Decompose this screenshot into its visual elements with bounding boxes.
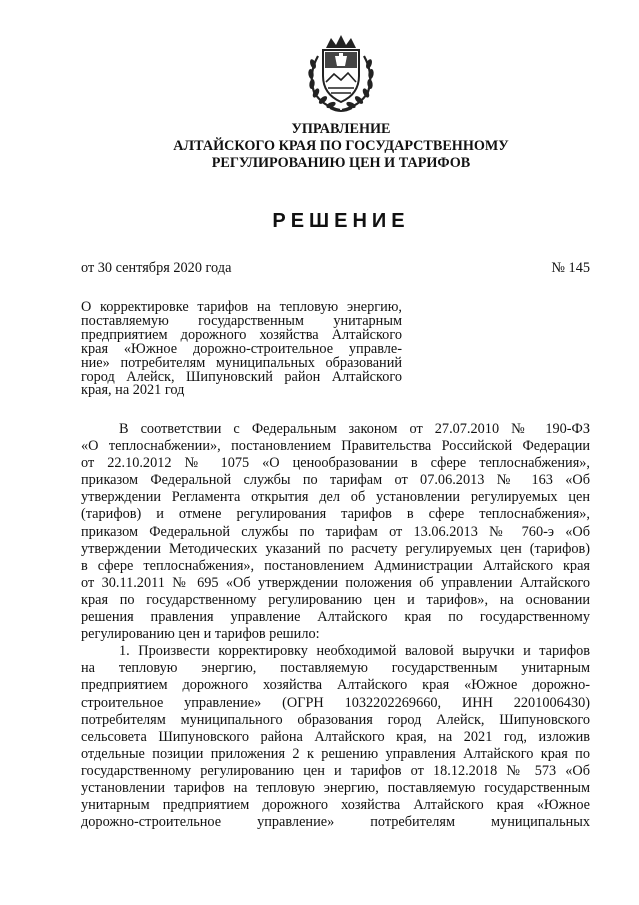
org-name-line: АЛТАЙСКОГО КРАЯ ПО ГОСУДАРСТВЕННОМУ bbox=[173, 138, 509, 154]
organization-name bbox=[150, 121, 532, 172]
body-line: В соответствии с Федеральным законом от 27.07.2010 № 190-ФЗ bbox=[119, 421, 590, 437]
body-line: на тепловую энергию, поставляемую государственным унитарным bbox=[81, 660, 590, 677]
body-line: потребителям муниципального образования город Алейск, Шипуновского bbox=[81, 711, 590, 728]
body-line: в сфере теплоснабжения», постановлением Администрации Алтайского края bbox=[81, 557, 590, 574]
altai-coat-of-arms-emblem bbox=[304, 30, 378, 114]
org-name-line: УПРАВЛЕНИЕ bbox=[291, 121, 391, 137]
body-line: края по государственному регулированию цен и тарифов», на основании bbox=[81, 591, 590, 608]
subject-line: ние» потребителям муниципальных образований bbox=[81, 354, 402, 371]
body-line: регулированию цен и тарифов решило: bbox=[81, 626, 320, 643]
body-line: от 22.10.2012 № 1075 «О ценообразовании в сфере теплоснабжения», bbox=[81, 455, 590, 472]
subject-line: город Алейск, Шипуновский район Алтайского bbox=[81, 368, 402, 385]
body-line: (тарифов) и отмене регулирования тарифов в сфере теплоснабжения», bbox=[81, 506, 590, 523]
body-line: предприятием дорожного хозяйства Алтайского края «Южное дорожно- bbox=[81, 677, 590, 694]
body-line: приказом Федеральной службы по тарифам от 07.06.2013 № 163 «Об bbox=[81, 472, 590, 489]
subject-line: предприятием дорожного хозяйства Алтайского bbox=[81, 326, 402, 343]
body-line: унитарным предприятием дорожного хозяйства Алтайского края «Южное bbox=[81, 797, 590, 814]
subject-line: О корректировке тарифов на тепловую энергию, bbox=[81, 299, 402, 315]
body-line: сельсовета Шипуновского района Алтайского края, на 2021 год, изложив bbox=[81, 728, 590, 745]
body-line: отдельные позиции приложения 2 к решению управления Алтайского края по bbox=[81, 745, 590, 762]
subject-line: поставляемую государственным унитарным bbox=[81, 312, 402, 329]
body-line: строительное управление» (ОГРН 1032202269660, ИНН 2201006430) bbox=[81, 694, 590, 711]
subject-line: края, на 2021 год bbox=[81, 382, 185, 399]
body-line: «О теплоснабжении», постановлением Правительства Российской Федерации bbox=[81, 438, 590, 455]
document-type-title: РЕШЕНИЕ bbox=[272, 210, 410, 232]
document-subject bbox=[81, 301, 402, 398]
body-line: государственному регулированию цен и тарифов от 18.12.2018 № 573 «Об bbox=[81, 762, 590, 779]
body-line: решения правления управление Алтайского края по государственному bbox=[81, 609, 590, 626]
body-line: 1. Произвести корректировку необходимой валовой выручки и тарифов bbox=[119, 643, 590, 660]
body-line: установлении тарифов на тепловую энергию, поставляемую государственным bbox=[81, 779, 590, 796]
document-number: № 145 bbox=[551, 260, 590, 276]
body-line: дорожно-строительное управление» потребителям муниципальных bbox=[81, 814, 590, 831]
body-line: утверждении Методических указаний по расчету регулируемых цен (тарифов) bbox=[81, 540, 590, 557]
body-line: приказом Федеральной службы по тарифам от 13.06.2013 № 760-э «Об bbox=[81, 523, 590, 540]
org-name-line: РЕГУЛИРОВАНИЮ ЦЕН И ТАРИФОВ bbox=[211, 155, 471, 171]
subject-line: края «Южное дорожно-строительное управле- bbox=[81, 340, 402, 357]
document-body bbox=[81, 421, 590, 831]
body-line: утверждении Регламента открытия дел об установлении регулируемых цен bbox=[81, 489, 590, 506]
document-date: от 30 сентября 2020 года bbox=[81, 260, 232, 276]
body-line: от 30.11.2011 № 695 «Об утверждении положения об управлении Алтайского bbox=[81, 574, 590, 591]
